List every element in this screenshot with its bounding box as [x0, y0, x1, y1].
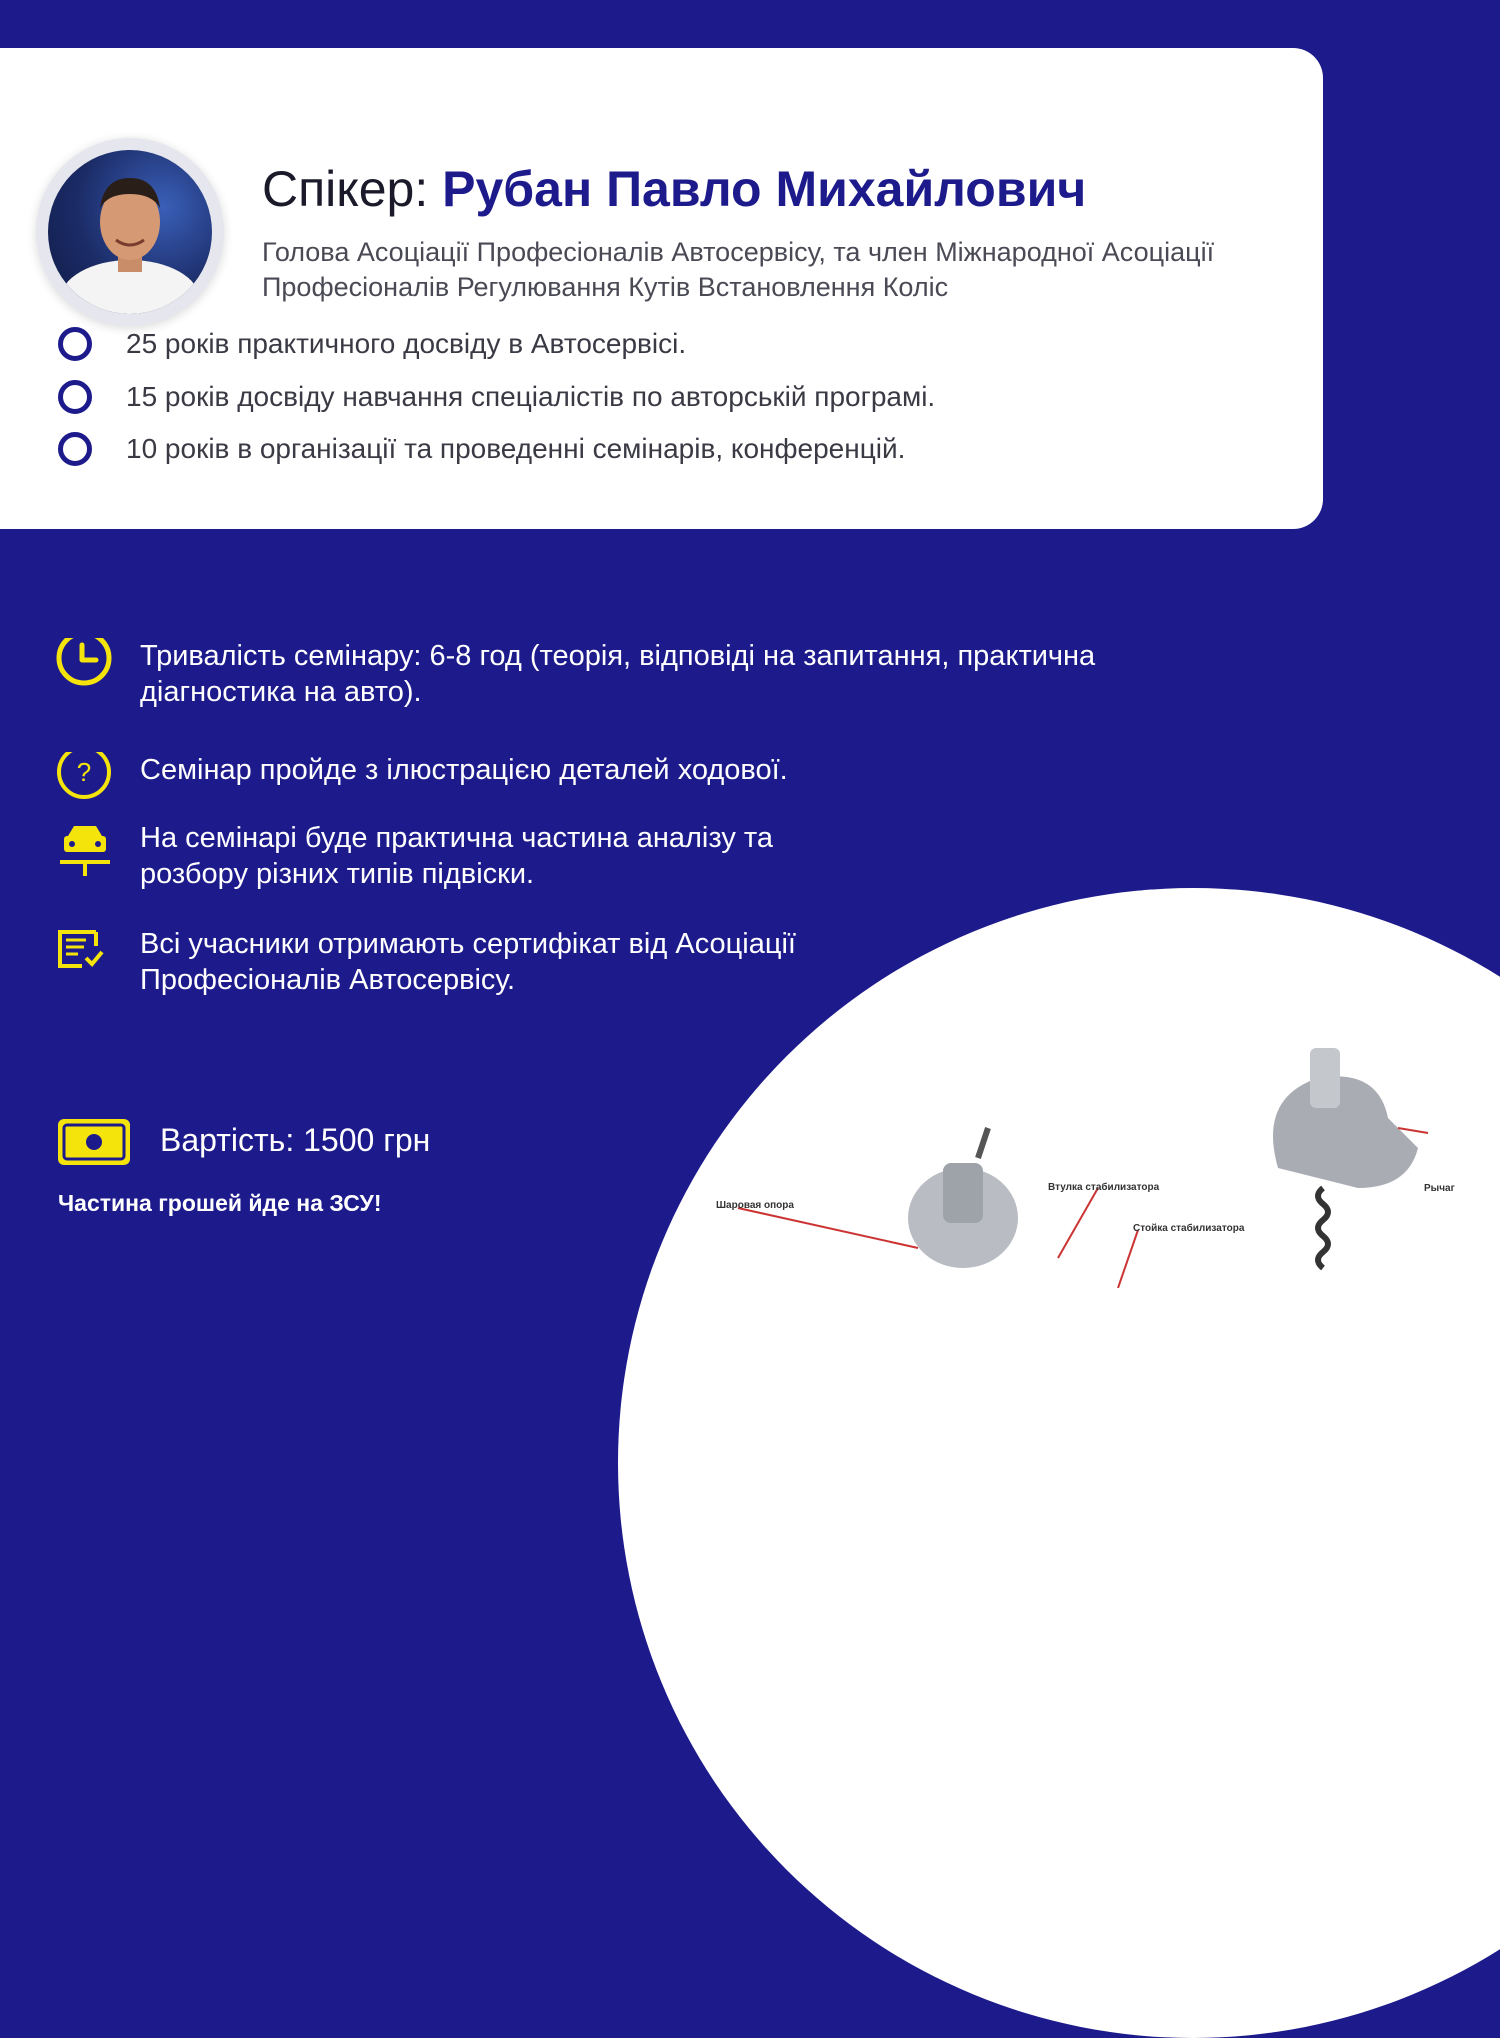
label-arm: Рычаг [1424, 1183, 1455, 1194]
feature-text: Всі учасники отримають сертифікат від Асоціації Професіоналів Автосервісу. [140, 928, 796, 996]
label-ball-joint: Шаровая опора [716, 1200, 794, 1211]
experience-text: 10 років в організації та проведенні семінарів, конференцій. [126, 433, 906, 464]
experience-item [58, 324, 686, 364]
experience-item [58, 429, 905, 469]
speaker-card [0, 48, 1323, 529]
label-stab-link: Стойка стабилизатора [1133, 1223, 1245, 1234]
circle-bullet-icon [58, 380, 92, 414]
speaker-photo [48, 150, 212, 314]
question-icon [56, 752, 116, 812]
circle-bullet-icon [58, 327, 92, 361]
feature-text: На семінарі буде практична частина аналізу та розбору різних типів підвіски. [140, 822, 773, 890]
price-text: Вартість: 1500 грн [160, 1122, 431, 1158]
experience-text: 15 років досвіду навчання спеціалістів по авторській програмі. [126, 381, 936, 412]
feature-text: Семінар пройде з ілюстрацією деталей ходової. [140, 754, 788, 786]
suspension-diagram [618, 888, 1500, 2038]
speaker-heading [262, 160, 1086, 218]
speaker-description: Голова Асоціації Професіоналів Автосервісу, та член Міжнародної Асоціації Професіоналів Регулювання Кутів Встановлення Коліс [262, 237, 1215, 302]
speaker-avatar [36, 138, 224, 326]
clock-icon [56, 638, 116, 698]
speaker-name: Рубан Павло Михайлович [442, 161, 1087, 217]
feature-text: Тривалість семінару: 6-8 год (теорія, відповіді на запитання, практична діагностика на авто). [140, 640, 1096, 708]
certificate-icon [56, 926, 116, 986]
experience-item [58, 377, 935, 417]
car-lift-icon [56, 820, 116, 880]
svg-text:?: ? [76, 757, 92, 787]
circle-bullet-icon [58, 432, 92, 466]
donation-note: Частина грошей йде на ЗСУ! [58, 1190, 382, 1216]
money-icon [56, 1117, 132, 1167]
suspension-parts-illustration [618, 888, 1500, 1288]
label-stab-bushing: Втулка стабилизатора [1048, 1182, 1160, 1193]
experience-text: 25 років практичного досвіду в Автосервісі. [126, 328, 687, 359]
speaker-prefix: Спікер: [262, 161, 443, 217]
